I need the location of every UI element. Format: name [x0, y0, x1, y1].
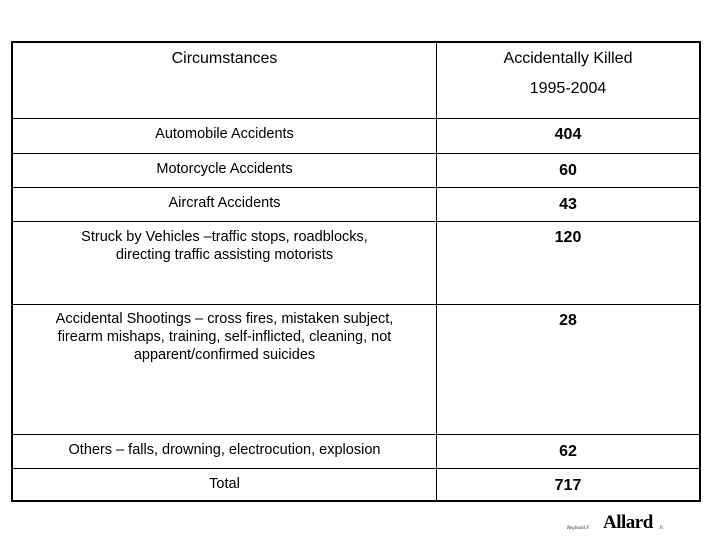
signature-suffix: Jr.: [659, 526, 664, 531]
row-divider: [13, 434, 699, 435]
row-struck-by-vehicles-label: [13, 228, 436, 264]
header-killed-line1: Accidentally Killed: [503, 50, 633, 67]
row-others-label: Others – falls, drowning, electrocution, explosion: [68, 442, 381, 458]
row-aircraft-label: Aircraft Accidents: [168, 195, 281, 211]
row-divider: [13, 221, 699, 222]
header-circumstances-text: Circumstances: [171, 50, 278, 67]
row-struck-by-vehicles-value: 120: [554, 229, 582, 246]
row-divider: [13, 118, 699, 119]
row-aircraft-value: 43: [559, 196, 577, 213]
row-motorcycle-value: 60: [559, 162, 577, 179]
row-automobile-value: 404: [554, 126, 582, 143]
row-divider: [13, 153, 699, 154]
label-line: firearm mishaps, training, self-inflicted, cleaning, not: [57, 329, 392, 345]
label-line: Accidental Shootings – cross fires, mistaken subject,: [55, 311, 394, 327]
header-circumstances: [13, 46, 436, 72]
row-divider: [13, 468, 699, 469]
label-line: apparent/confirmed suicides: [133, 347, 316, 363]
row-accidental-shootings-value: 28: [559, 312, 577, 329]
row-divider: [13, 304, 699, 305]
signature-name: Allard: [603, 512, 653, 533]
row-others-value: 62: [559, 443, 577, 460]
row-automobile-label: Automobile Accidents: [155, 126, 294, 142]
row-total-value: 717: [554, 477, 582, 494]
header-accidentally-killed: [437, 46, 699, 102]
row-total-label: Total: [209, 476, 240, 492]
column-divider: [436, 43, 437, 500]
label-line: directing traffic assisting motorists: [115, 247, 334, 263]
row-accidental-shootings-label: [13, 310, 436, 364]
row-motorcycle-label: Motorcycle Accidents: [156, 161, 293, 177]
header-killed-period: 1995-2004: [529, 80, 607, 97]
accidental-deaths-table: [11, 41, 701, 502]
signature-logo: [567, 512, 677, 536]
signature-prefix: Reginald F.: [567, 526, 590, 531]
label-line: Struck by Vehicles –traffic stops, roadblocks,: [81, 229, 368, 245]
row-divider: [13, 187, 699, 188]
